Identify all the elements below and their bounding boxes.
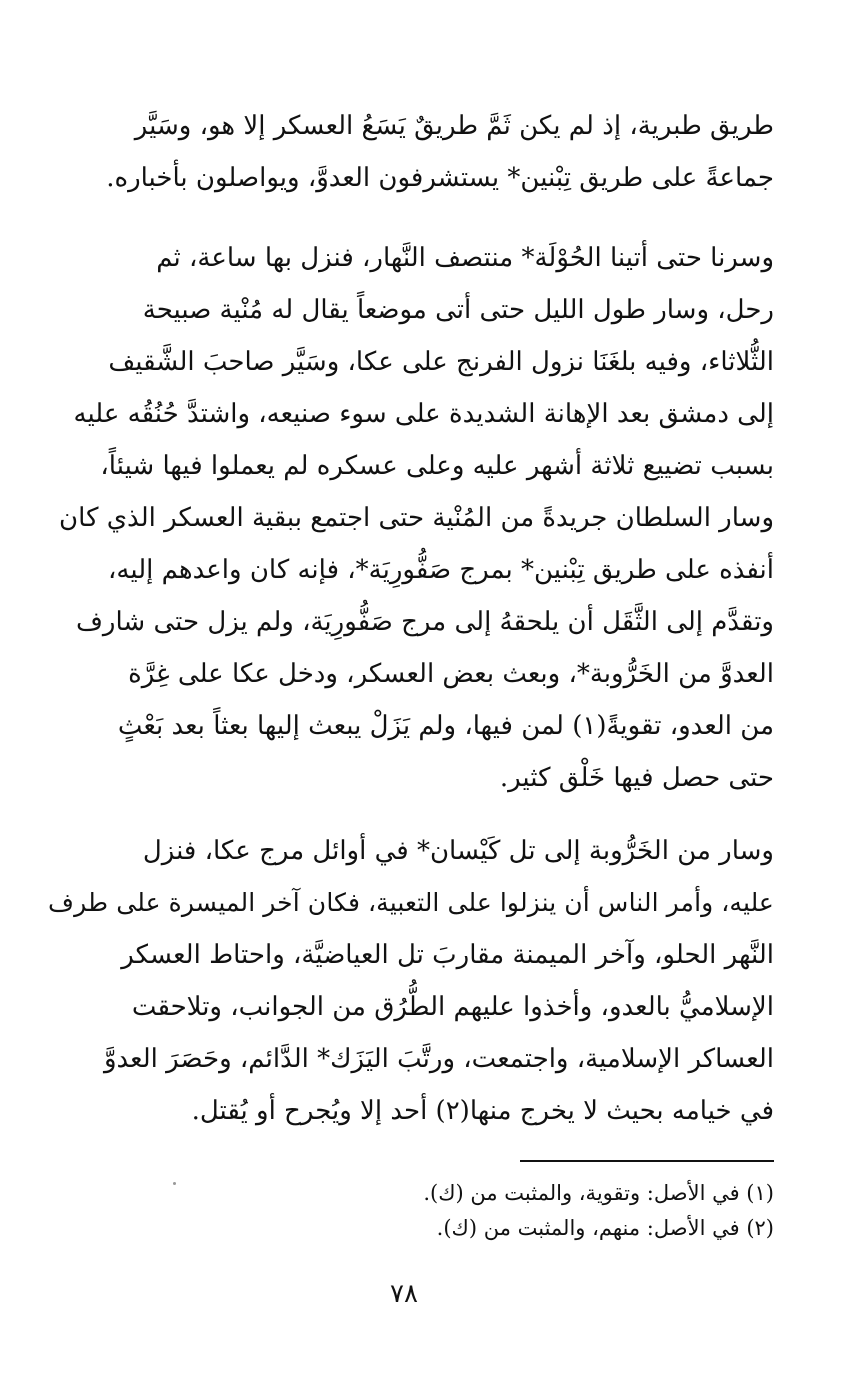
text-line: طريق طبرية، إذ لم يكن ثَمَّ طريقٌ يَسَعُ العسكر إلا هو، وسَيَّر [134, 111, 774, 141]
text-line: أنفذه على طريق تِبْنين* بمرج صَفُّورِيَة*، فإنه كان واعدهم إليه، [108, 555, 774, 585]
footnote-divider [520, 1160, 774, 1162]
text-line: من العدو، تقويةً(١) لمن فيها، ولم يَزَلْ يبعث إليها بعثاً بعد بَعْثٍ [117, 711, 774, 741]
text-line: وسار السلطان جريدةً من المُنْية حتى اجتمع ببقية العسكر الذي كان [59, 503, 774, 533]
text-line: الثُّلاثاء، وفيه بلغَنَا نزول الفرنج على عكا، وسَيَّر صاحبَ الشَّقيف [108, 347, 774, 377]
text-line: العدوَّ من الخَرُّوبة*، وبعث بعض العسكر، ودخل عكا على غِرَّة [128, 659, 774, 689]
text-line: العساكر الإسلامية، واجتمعت، ورتَّبَ اليَزَك* الدَّائم، وحَصَرَ العدوَّ [103, 1044, 774, 1074]
text-line: حتى حصل فيها خَلْق كثير. [499, 763, 774, 793]
paragraph-1 [48, 100, 774, 204]
footnote-1: (١) في الأصل: وتقوية، والمثبت من (ك). [423, 1181, 774, 1205]
text-line: جماعةً على طريق تِبْنين* يستشرفون العدوَّ، ويواصلون بأخباره. [106, 163, 774, 193]
text-line: النَّهر الحلو، وآخر الميمنة مقاربَ تل العياضيَّة، واحتاط العسكر [121, 940, 774, 970]
text-line: رحل، وسار طول الليل حتى أتى موضعاً يقال له مُنْية صبيحة [142, 295, 774, 325]
paragraph-2 [48, 232, 774, 804]
text-line: وسار من الخَرُّوبة إلى تل كَيْسان* في أوائل مرج عكا، فنزل [142, 836, 774, 866]
text-line: في خيامه بحيث لا يخرج منها(٢) أحد إلا ويُجرح أو يُقتل. [191, 1096, 774, 1126]
text-line: وتقدَّم إلى الثَّقَل أن يلحقهُ إلى مرج صَفُّورِيَة، ولم يزل حتى شارف [75, 607, 774, 637]
text-line: إلى دمشق بعد الإهانة الشديدة على سوء صنيعه، واشتدَّ حُنُقُه عليه [73, 399, 774, 429]
paragraph-3 [48, 825, 774, 1137]
footnote-2: (٢) في الأصل: منهم، والمثبت من (ك). [436, 1216, 774, 1240]
text-line: بسبب تضييع ثلاثة أشهر عليه وعلى عسكره لم يعملوا فيها شيئاً، [100, 451, 774, 481]
text-line: وسرنا حتى أتينا الحُوْلَة* منتصف النَّهار، فنزل بها ساعة، ثم [156, 243, 774, 273]
text-line: عليه، وأمر الناس أن ينزلوا على التعبية، فكان آخر الميسرة على طرف [48, 888, 774, 917]
footnotes [250, 1176, 774, 1246]
scan-speck [173, 1182, 176, 1185]
page-number: ٧٨ [390, 1279, 418, 1309]
text-line: الإسلاميُّ بالعدو، وأخذوا عليهم الطُّرُق من الجوانب، وتلاحقت [131, 992, 774, 1022]
